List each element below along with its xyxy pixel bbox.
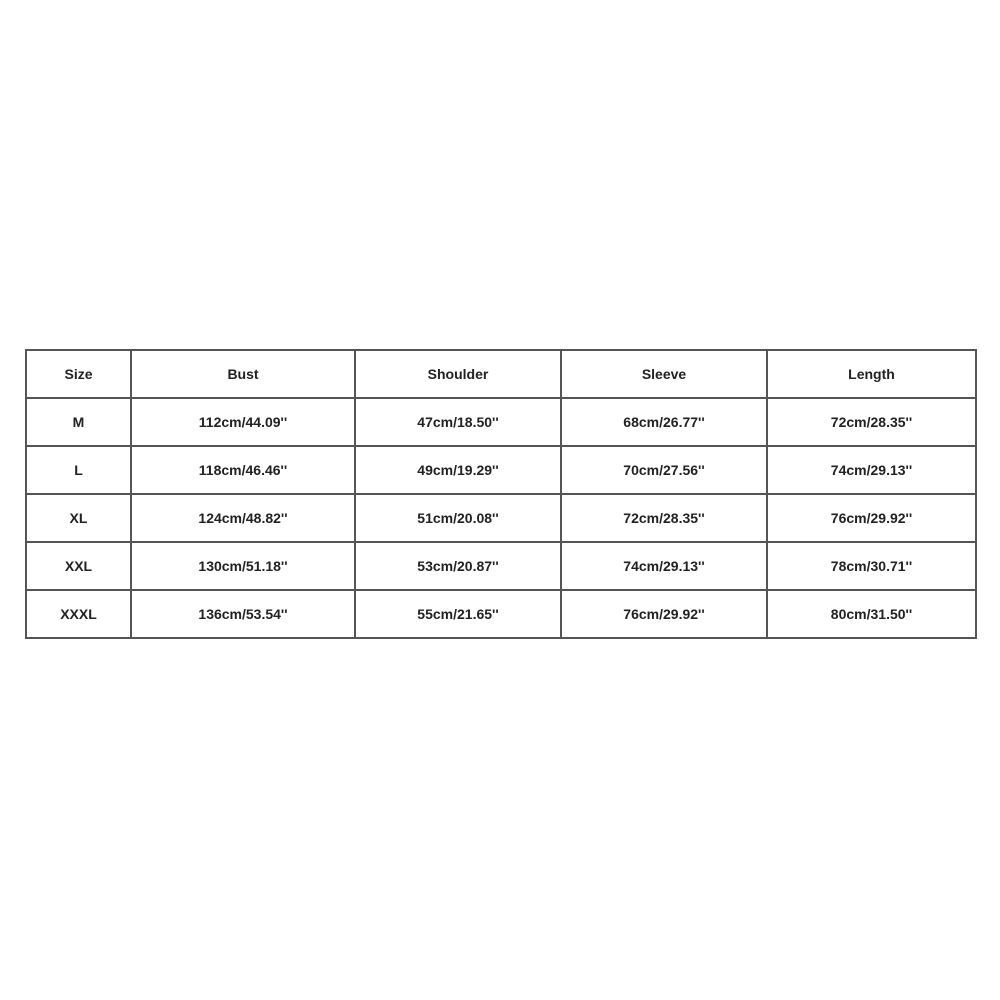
shoulder-cell: 55cm/21.65'' [355, 590, 561, 638]
shoulder-cell: 51cm/20.08'' [355, 494, 561, 542]
table-row [26, 542, 976, 590]
header-length: Length [767, 350, 976, 398]
bust-cell: 130cm/51.18'' [131, 542, 355, 590]
sleeve-cell: 72cm/28.35'' [561, 494, 767, 542]
header-bust: Bust [131, 350, 355, 398]
bust-cell: 136cm/53.54'' [131, 590, 355, 638]
size-cell: XXXL [26, 590, 131, 638]
header-shoulder: Shoulder [355, 350, 561, 398]
table-row [26, 446, 976, 494]
length-cell: 78cm/30.71'' [767, 542, 976, 590]
table-row [26, 398, 976, 446]
length-cell: 76cm/29.92'' [767, 494, 976, 542]
sleeve-cell: 68cm/26.77'' [561, 398, 767, 446]
sleeve-cell: 70cm/27.56'' [561, 446, 767, 494]
sleeve-cell: 74cm/29.13'' [561, 542, 767, 590]
table-row [26, 494, 976, 542]
header-row [26, 350, 976, 398]
shoulder-cell: 53cm/20.87'' [355, 542, 561, 590]
size-cell: M [26, 398, 131, 446]
bust-cell: 118cm/46.46'' [131, 446, 355, 494]
sleeve-cell: 76cm/29.92'' [561, 590, 767, 638]
header-size: Size [26, 350, 131, 398]
size-cell: XXL [26, 542, 131, 590]
table-row [26, 590, 976, 638]
size-cell: XL [26, 494, 131, 542]
header-sleeve: Sleeve [561, 350, 767, 398]
size-cell: L [26, 446, 131, 494]
length-cell: 72cm/28.35'' [767, 398, 976, 446]
bust-cell: 124cm/48.82'' [131, 494, 355, 542]
shoulder-cell: 49cm/19.29'' [355, 446, 561, 494]
length-cell: 74cm/29.13'' [767, 446, 976, 494]
size-chart-table [25, 349, 977, 639]
bust-cell: 112cm/44.09'' [131, 398, 355, 446]
shoulder-cell: 47cm/18.50'' [355, 398, 561, 446]
length-cell: 80cm/31.50'' [767, 590, 976, 638]
